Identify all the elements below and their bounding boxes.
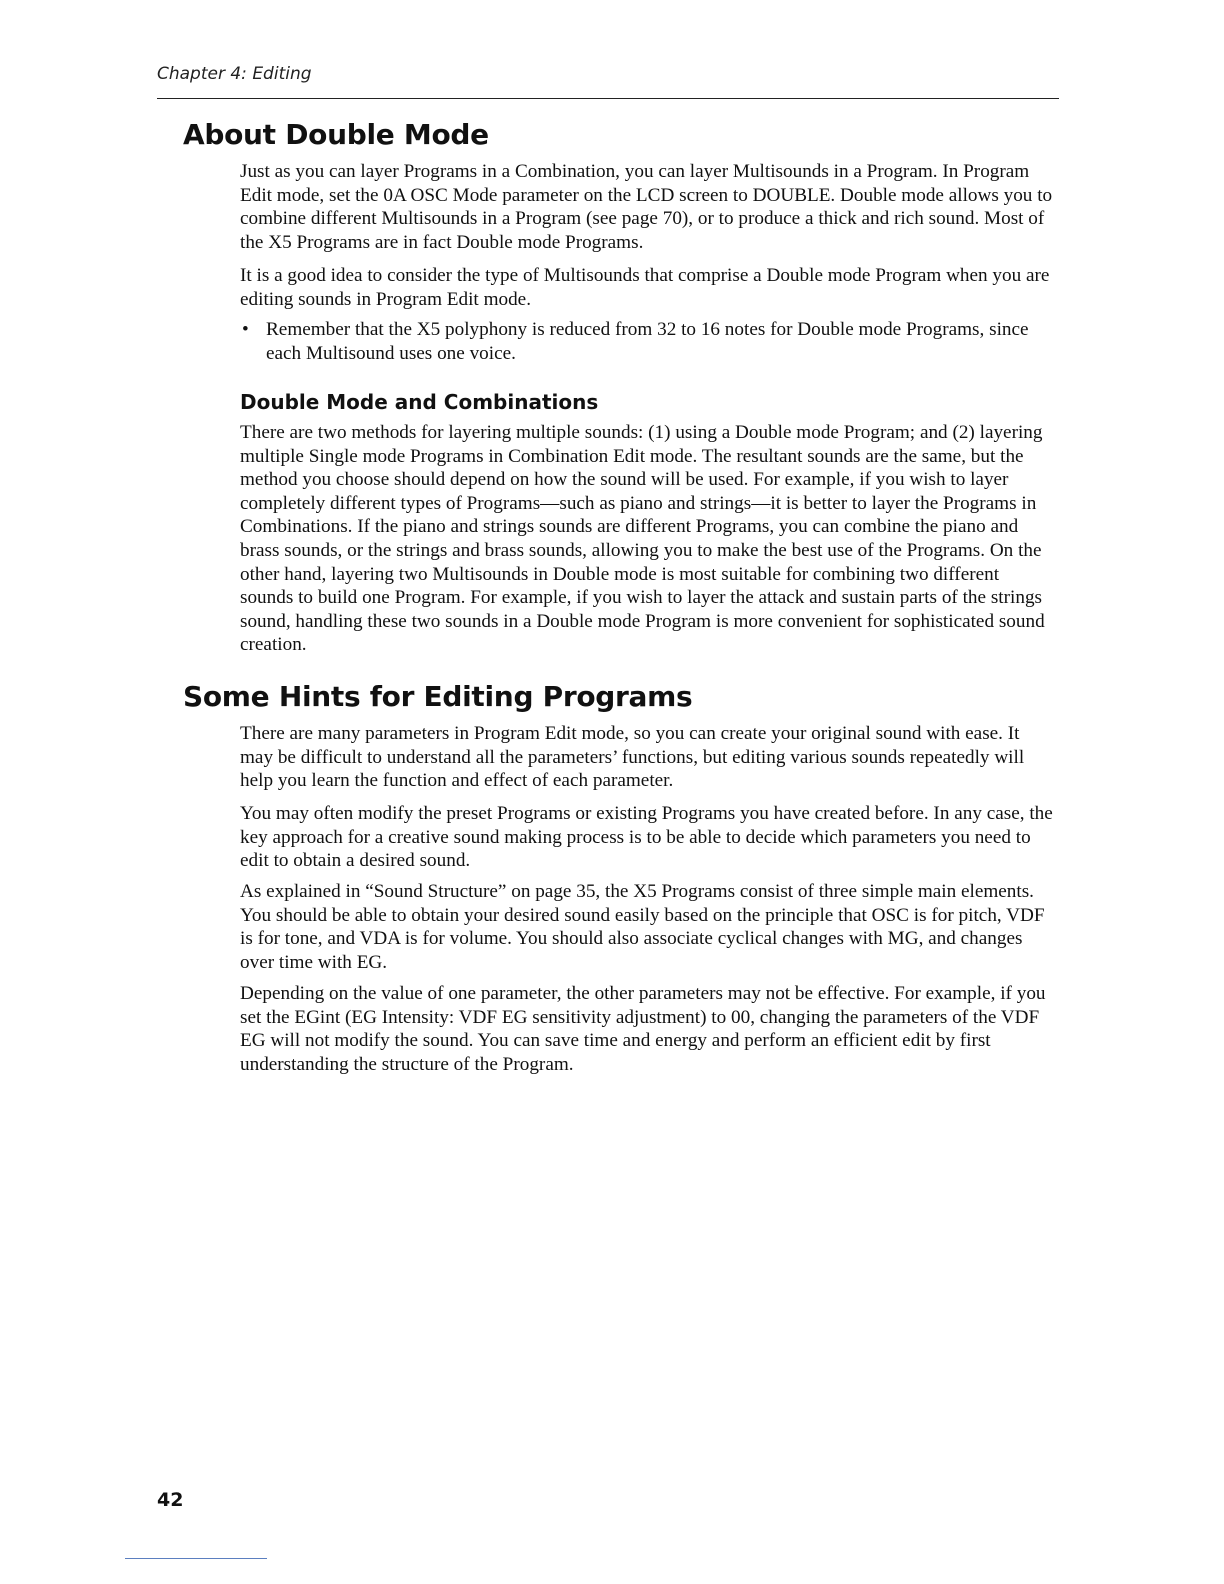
paragraph-double-mode-intro: Just as you can layer Programs in a Combination, you can layer Multisounds in a Program. In Program Edit mode, set the 0A OSC Mode parameter on the LCD screen to DOUBLE. Double mode allows you to combine different Multisounds in a Program (see page 70), or to produce a thick and rich sound. Most of the X5 Programs are in fact Double mode Programs. xyxy=(240,161,1053,253)
running-header: Chapter 4: Editing xyxy=(157,64,312,84)
paragraph-multisound-types: It is a good idea to consider the type of Multisounds that comprise a Double mode Program when you are editing sounds in Program Edit mode. xyxy=(240,265,1050,310)
bullet-icon: • xyxy=(242,319,249,340)
paragraph-modify-presets: You may often modify the preset Programs or existing Programs you have created before. In any case, the key approach for a creative sound making process is to be able to decide which parameters you need to edit to obtain a desired sound. xyxy=(240,803,1053,872)
paragraph-many-parameters: There are many parameters in Program Edit mode, so you can create your original sound with ease. It may be difficult to understand all the parameters’ functions, but editing various sounds repeatedly will help you learn the function and effect of each parameter. xyxy=(240,723,1025,792)
page-number: 42 xyxy=(157,1489,184,1511)
heading-about-double-mode: About Double Mode xyxy=(183,118,489,151)
list-item xyxy=(240,318,1055,365)
bullet-text: Remember that the X5 polyphony is reduced from 32 to 16 notes for Double mode Programs, since each Multisound uses one voice. xyxy=(266,319,1029,364)
heading-double-mode-and-combinations: Double Mode and Combinations xyxy=(240,390,599,414)
header-divider xyxy=(157,98,1059,99)
paragraph-sound-structure: As explained in “Sound Structure” on page 35, the X5 Programs consist of three simple main elements. You should be able to obtain your desired sound easily based on the principle that OSC is for pitch, VDF is for tone, and VDA is for volume. You should also associate cyclical changes with MG, and changes over time with EG. xyxy=(240,881,1045,973)
paragraph-layering-methods: There are two methods for layering multiple sounds: (1) using a Double mode Program; and (2) layering multiple Single mode Programs in Combination Edit mode. The resultant sounds are the same, but the method you choose should depend on how the sound will be used. For example, if you wish to layer completely different types of Programs—such as piano and strings—it is better to layer the Programs in Combinations. If the piano and strings sounds are different Programs, you can combine the piano and brass sounds, or the strings and brass sounds, allowing you to make the best use of the Programs. On the other hand, layering two Multisounds in Double mode is most suitable for combining two different sounds to build one Program. For example, if you wish to layer the attack and sustain parts of the strings sound, handling these two sounds in a Double mode Program is more convenient for sophisticated sound creation. xyxy=(240,422,1045,656)
heading-hints-for-editing: Some Hints for Editing Programs xyxy=(183,680,693,713)
footer-divider xyxy=(125,1558,267,1559)
paragraph-parameter-dependency: Depending on the value of one parameter, the other parameters may not be effective. For example, if you set the EGint (EG Intensity: VDF EG sensitivity adjustment) to 00, changing the parameters of the VDF EG will not modify the sound. You can save time and energy and perform an efficient edit by first understanding the structure of the Program. xyxy=(240,983,1046,1075)
